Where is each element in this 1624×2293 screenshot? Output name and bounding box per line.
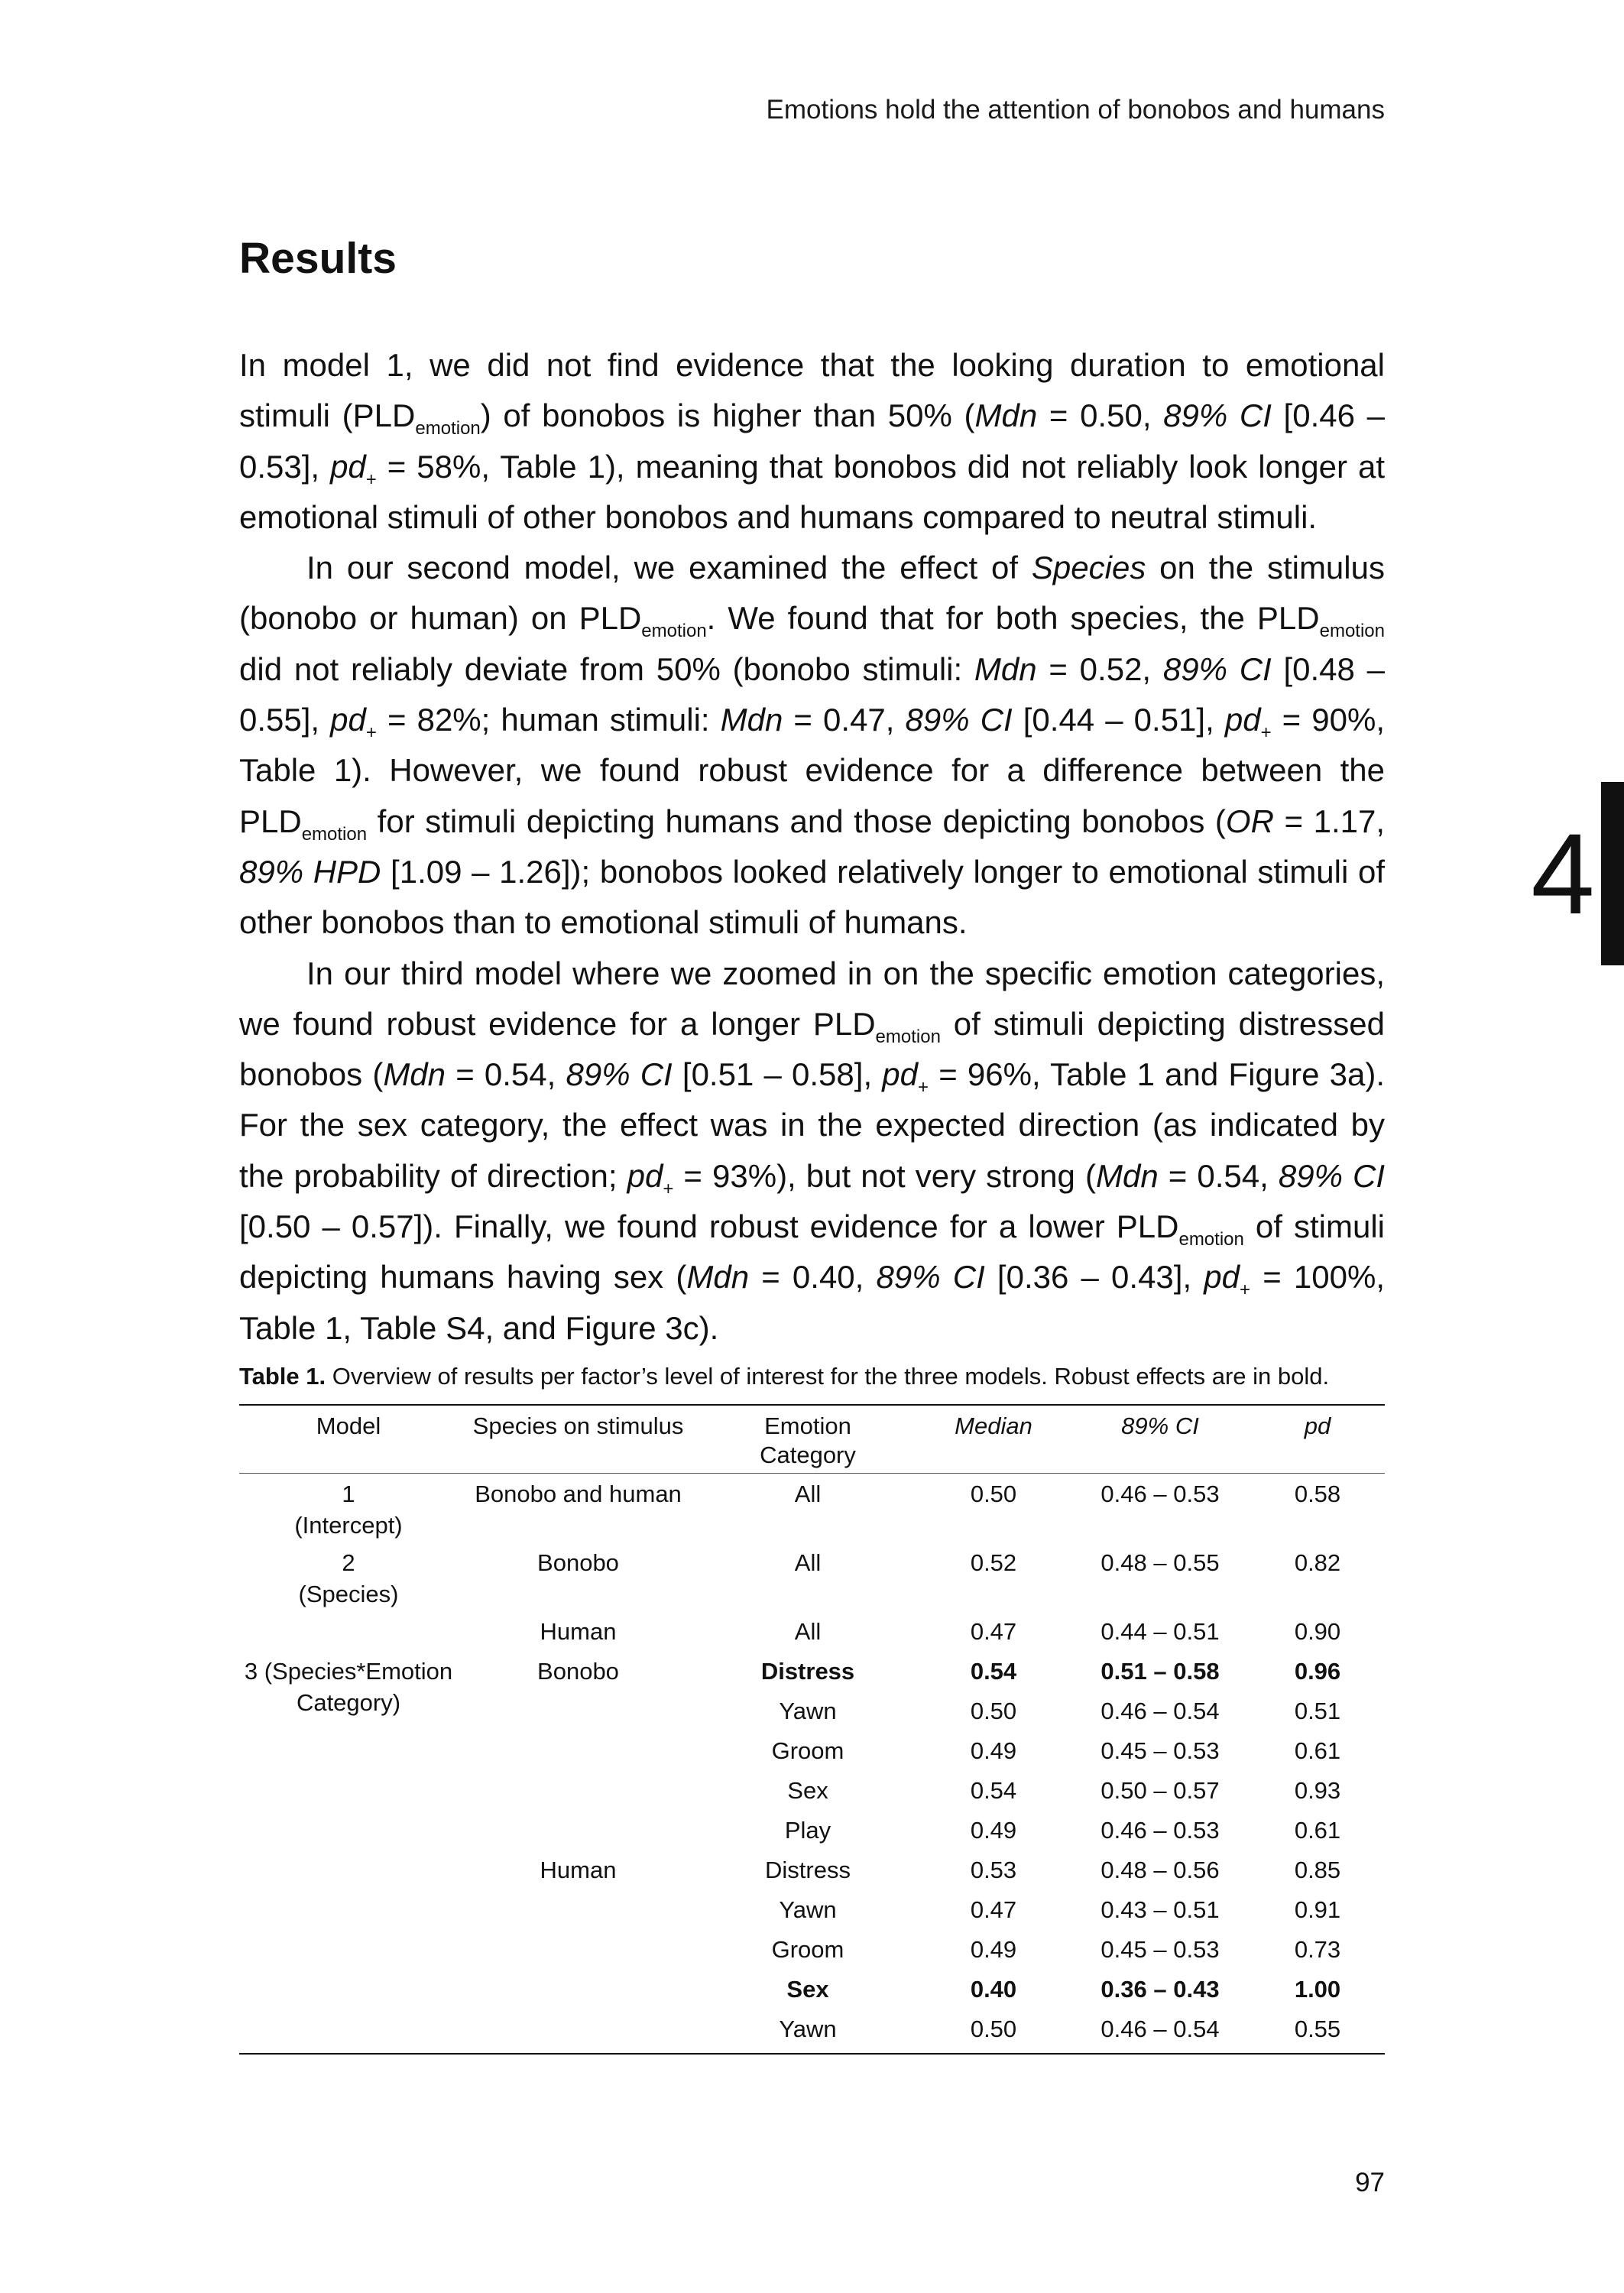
table-row: Sex 0.40 0.36 – 0.43 1.00 — [786, 1976, 1341, 2003]
header-median: Median — [917, 1406, 1070, 1474]
table-row: Yawn 0.50 0.46 – 0.54 0.51 — [779, 1698, 1341, 1724]
table-row: Groom 0.49 0.45 – 0.53 0.73 — [771, 1936, 1341, 1963]
results-table — [239, 1404, 1385, 2055]
table-row: 2 (Species) Bonobo All 0.52 0.48 – 0.55 0.82 — [298, 1549, 1341, 1607]
paragraph-2: In our second model, we examined the effect of Species on the stimulus (bonobo or human) on $PLD_{emotion}$. We found that for both species, the $PLD_{emotion}$ did not reliably deviate from 50% (bonobo stimuli: Mdn = 0.52, 89% CI [0.48 – 0.55], $pd_+ = 82\%$; human stimuli: Mdn = 0.47, 89% CI [0.44 – 0.51], $pd_+ = 90\%$, Table 1). However, we found robust evidence for a difference between the $PLD_{emotion}$ for stimuli depicting humans and those depicting bonobos (OR = 1.17, 89% HPD [1.09 – 1.26]); bonobos looked relatively longer to emotional stimuli of other bonobos than to emotional stimuli of humans. — [239, 550, 1386, 941]
table-row: 3 (Species*Emotion Category) Bonobo Distress 0.54 0.51 – 0.58 0.96 — [244, 1658, 1341, 1716]
table-row: Yawn 0.50 0.46 – 0.54 0.55 — [779, 2016, 1341, 2042]
table-row: 1 (Intercept) Bonobo and human All 0.50 0.46 – 0.53 0.58 — [294, 1481, 1341, 1539]
table-caption: Table 1. Overview of results per factor’s level of interest for the three models. Robust effects are in bold. — [239, 1363, 1330, 1390]
table-row: Human All 0.47 0.44 – 0.51 0.90 — [540, 1618, 1341, 1645]
paragraph-3: In our third model where we zoomed in on the specific emotion categories, we found robust evidence for a longer $PLD_{emotion}$ of stimuli depicting distressed bonobos (Mdn = 0.54, 89% CI [0.51 – 0.58], $pd_+ = 96\%$, Table 1 and Figure 3a). For the sex category, the effect was in the expected direction (as indicated by the probability of direction; $pd_+ = 93\%$), but not very strong (Mdn = 0.54, 89% CI [0.50 – 0.57]). Finally, we found robust evidence for a lower $PLD_{emotion}$ of stimuli depicting humans having sex (Mdn = 0.40, 89% CI [0.36 – 0.43], $pd_+ = 100\%$, Table 1, Table S4, and Figure 3c). — [239, 955, 1386, 1346]
section-title: Results — [239, 234, 397, 283]
body-text — [239, 340, 1385, 1354]
page-number: 97 — [1355, 2168, 1385, 2197]
chapter-number: 4 — [1531, 809, 1595, 938]
chapter-tab — [1521, 782, 1624, 965]
header-species: Species on stimulus — [458, 1406, 699, 1474]
paragraph-1: In model 1, we did not find evidence that the looking duration to emotional stimuli $(PLD_{emotion})$ of bonobos is higher than 50% (Mdn = 0.50, 89% CI [0.46 – 0.53], $pd_+ = 58\%$, Table 1), meaning that bonobos did not reliably look longer at emotional stimuli of other bonobos and humans compared to neutral stimuli. — [239, 347, 1385, 535]
table-row: Groom 0.49 0.45 – 0.53 0.61 — [771, 1737, 1341, 1764]
header-ci: 89% CI — [1070, 1406, 1250, 1474]
table-row: Yawn 0.47 0.43 – 0.51 0.91 — [779, 1896, 1341, 1923]
header-emotion-category: Emotion Category — [699, 1406, 917, 1474]
table-row: Sex 0.54 0.50 – 0.57 0.93 — [787, 1777, 1341, 1804]
table-header-row — [239, 1406, 1385, 1474]
chapter-tab-bar — [1601, 782, 1624, 965]
table-row: Human Distress 0.53 0.48 – 0.56 0.85 — [540, 1857, 1341, 1883]
header-model: Model — [239, 1406, 458, 1474]
running-header: Emotions hold the attention of bonobos and humans — [766, 95, 1385, 125]
table-row: Play 0.49 0.46 – 0.53 0.61 — [784, 1817, 1341, 1844]
header-pd: pd — [1250, 1406, 1385, 1474]
